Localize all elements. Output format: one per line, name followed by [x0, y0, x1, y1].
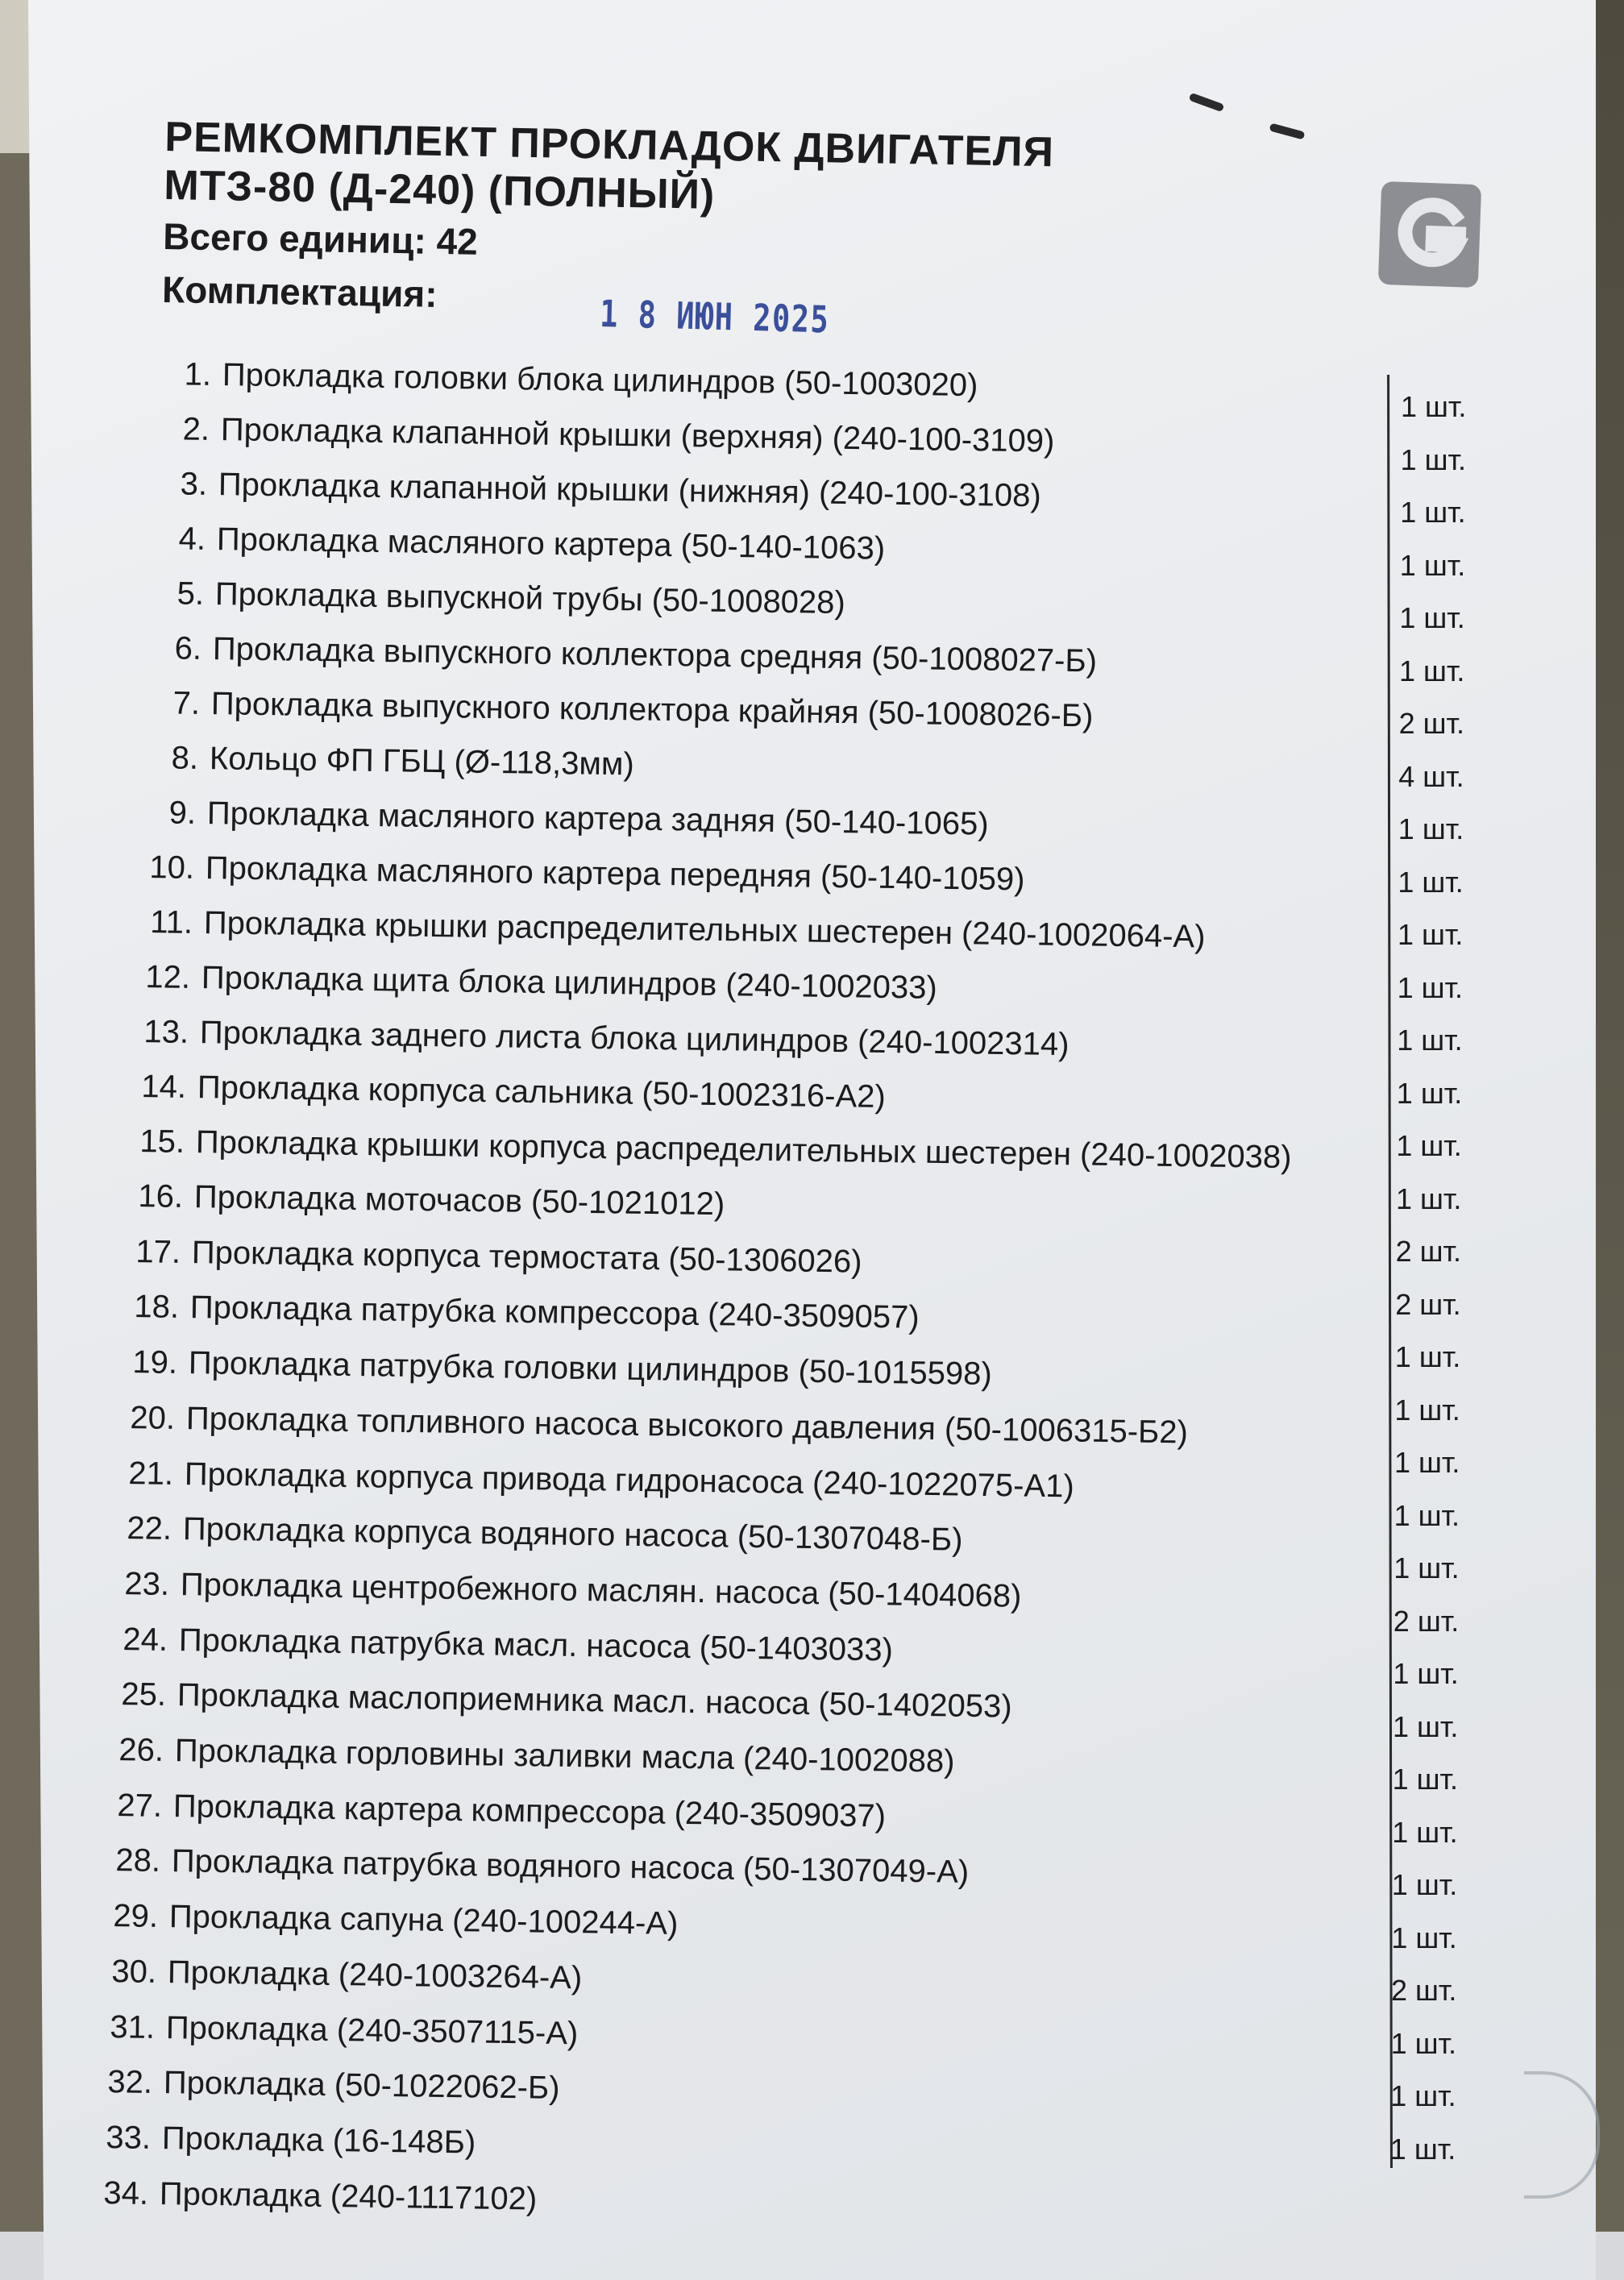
- quantity-value: 1 шт.: [1393, 1657, 1459, 1690]
- quantity-value: 1 шт.: [1390, 2026, 1456, 2060]
- total-units: Всего единиц: 42: [162, 214, 479, 263]
- document-title-line2: МТЗ-80 (Д-240) (ПОЛНЫЙ): [163, 161, 716, 218]
- list-item-name: Прокладка корпуса водяного насоса (50-1307048-Б): [182, 1511, 963, 1558]
- quantity-value: 1 шт.: [1401, 390, 1467, 423]
- quantity-value: 1 шт.: [1400, 442, 1466, 476]
- quantity-value: 1 шт.: [1397, 1024, 1463, 1057]
- list-item-name: Прокладка корпуса сальника (50-1002316-А2): [197, 1069, 887, 1115]
- quantity-value: 2 шт.: [1395, 1287, 1461, 1321]
- list-item-number: 25.: [120, 1676, 166, 1713]
- list-item-name: Прокладка головки блока цилиндров (50-1003020): [222, 357, 978, 404]
- list-item-number: 18.: [134, 1289, 180, 1326]
- quantity-value: 1 шт.: [1389, 2132, 1456, 2166]
- quantity-value: 1 шт.: [1393, 1498, 1460, 1532]
- list-item-number: 34.: [103, 2174, 149, 2211]
- list-item-number: 9.: [168, 795, 197, 831]
- list-item-number: 29.: [113, 1898, 159, 1935]
- quantity-value: 1 шт.: [1390, 2079, 1456, 2112]
- list-item-number: 30.: [110, 1953, 157, 1990]
- list-item-number: 3.: [180, 466, 208, 502]
- list-item-name: Прокладка маслоприемника масл. насоса (50-1402053): [177, 1677, 1012, 1725]
- list-item-name: Прокладка клапанной крышки (нижняя) (240-100-3108): [218, 467, 1042, 514]
- list-item-name: Прокладка (240-1117102): [160, 2175, 538, 2217]
- list-item-name: Прокладка выпускной трубы (50-1008028): [214, 576, 845, 621]
- list-item-number: 13.: [143, 1014, 189, 1050]
- list-item-number: 26.: [118, 1732, 164, 1768]
- list-item-number: 2.: [181, 411, 210, 447]
- quantity-value: 1 шт.: [1400, 496, 1466, 529]
- list-item-name: Прокладка щита блока цилиндров (240-1002033): [201, 960, 938, 1006]
- document-title-line1: РЕМКОМПЛЕКТ ПРОКЛАДОК ДВИГАТЕЛЯ: [164, 113, 1055, 177]
- list-item-name: Прокладка горловины заливки масла (240-1002088): [174, 1733, 956, 1780]
- quantity-value: 2 шт.: [1395, 1235, 1461, 1268]
- quantity-value: 1 шт.: [1397, 970, 1463, 1004]
- list-item-number: 1.: [184, 356, 212, 392]
- list-item-name: Прокладка выпускного коллектора средняя (50-1008027-Б): [212, 631, 1098, 679]
- quantity-value: 1 шт.: [1392, 1815, 1458, 1849]
- list-item-name: Прокладка масляного картера задняя (50-140-1065): [206, 795, 990, 842]
- list-item-name: Прокладка (240-3507115-А): [165, 2009, 579, 2051]
- list-item-number: 11.: [149, 904, 193, 941]
- list-item-name: Прокладка патрубка водяного насоса (50-1307049-А): [171, 1843, 969, 1891]
- list-item-name: Прокладка крышки корпуса распределительных шестерен (240-1002038): [195, 1124, 1292, 1176]
- quantity-value: 1 шт.: [1394, 1393, 1460, 1427]
- list-item-number: 28.: [114, 1842, 160, 1879]
- list-item-name: Кольцо ФП ГБЦ (Ø-118,3мм): [209, 741, 634, 783]
- quantity-value: 1 шт.: [1396, 1129, 1462, 1162]
- list-item-number: 5.: [176, 575, 204, 612]
- list-item-number: 6.: [174, 630, 202, 667]
- list-item-name: Прокладка клапанной крышки (верхняя) (240-100-3109): [220, 412, 1055, 459]
- quantity-value: 1 шт.: [1393, 1551, 1460, 1584]
- list-item-number: 27.: [116, 1787, 163, 1824]
- quantity-value: 1 шт.: [1398, 812, 1464, 845]
- date-stamp: 1 8 ИЮН 2025: [599, 292, 830, 342]
- list-item-name: Прокладка масляного картера (50-140-1063): [216, 521, 886, 567]
- list-item-name: Прокладка заднего листа блока цилиндров (240-1002314): [199, 1015, 1070, 1063]
- quantity-value: 1 шт.: [1398, 918, 1464, 951]
- quantity-value: 1 шт.: [1399, 654, 1465, 687]
- quantity-value: 2 шт.: [1393, 1604, 1460, 1638]
- list-item-number: 19.: [131, 1344, 177, 1381]
- list-item-number: 16.: [137, 1178, 184, 1215]
- list-item-name: Прокладка масляного картера передняя (50-140-1059): [205, 850, 1025, 898]
- quantity-value: 1 шт.: [1399, 601, 1465, 634]
- list-item-name: Прокладка патрубка головки цилиндров (50-1015598): [188, 1345, 992, 1393]
- list-item-number: 33.: [105, 2120, 152, 2156]
- list-item-number: 24.: [123, 1621, 168, 1658]
- quantity-value: 1 шт.: [1393, 1709, 1459, 1743]
- list-item-name: Прокладка сапуна (240-100244-А): [168, 1899, 679, 1942]
- list-item-number: 7.: [172, 685, 201, 721]
- list-item-name: Прокладка (50-1022062-Б): [163, 2065, 561, 2107]
- quantity-value: 1 шт.: [1399, 548, 1466, 582]
- quantity-value: 1 шт.: [1396, 1076, 1463, 1110]
- quantity-value: 1 шт.: [1398, 865, 1464, 899]
- list-item-number: 17.: [135, 1233, 181, 1270]
- list-item-name: Прокладка картера компрессора (240-3509037): [172, 1788, 887, 1834]
- list-item-name: Прокладка корпуса термостата (50-1306026): [192, 1234, 863, 1280]
- list-item-name: Прокладка корпуса привода гидронасоса (240-1022075-А1): [184, 1456, 1075, 1505]
- quantity-value: 1 шт.: [1391, 1868, 1458, 1901]
- list-item-number: 12.: [145, 959, 191, 995]
- list-item-number: 14.: [141, 1069, 187, 1105]
- list-item-number: 32.: [107, 2064, 153, 2101]
- list-item-name: Прокладка выпускного коллектора крайняя (50-1008026-Б): [210, 686, 1094, 734]
- list-item-name: Прокладка топливного насоса высокого давления (50-1006315-Б2): [186, 1400, 1189, 1451]
- quantity-value: 1 шт.: [1392, 1763, 1458, 1796]
- list-item-name: Прокладка центробежного маслян. насоса (50-1404068): [180, 1567, 1023, 1614]
- list-item-number: 31.: [109, 2008, 155, 2045]
- quantity-value: 1 шт.: [1396, 1182, 1462, 1215]
- list-item-number: 20.: [130, 1399, 176, 1436]
- list-item-number: 22.: [126, 1510, 172, 1547]
- list-item-name: Прокладка крышки распределительных шестерен (240-1002064-А): [203, 905, 1206, 955]
- quantity-value: 4 шт.: [1398, 759, 1464, 793]
- list-item-number: 23.: [124, 1566, 170, 1602]
- list-item-number: 4.: [178, 521, 206, 557]
- list-item-name: Прокладка (16-148Б): [161, 2120, 476, 2161]
- list-item-name: Прокладка моточасов (50-1021012): [193, 1179, 725, 1223]
- list-item-name: Прокладка патрубка масл. насоса (50-1403033): [178, 1622, 894, 1668]
- quantity-value: 2 шт.: [1391, 1974, 1457, 2007]
- quantity-value: 1 шт.: [1394, 1446, 1460, 1479]
- list-item-number: 21.: [128, 1455, 174, 1492]
- list-item-number: 15.: [139, 1123, 185, 1160]
- quantity-value: 1 шт.: [1394, 1340, 1461, 1373]
- list-item-name: Прокладка (240-1003264-А): [167, 1954, 583, 1996]
- list-item-name: Прокладка патрубка компрессора (240-3509057): [189, 1290, 920, 1336]
- quantity-value: 1 шт.: [1391, 1921, 1457, 1954]
- list-item-number: 10.: [148, 849, 195, 886]
- quantity-value: 2 шт.: [1398, 707, 1464, 740]
- list-item-number: 8.: [170, 740, 198, 776]
- kit-label: Комплектация:: [161, 268, 438, 315]
